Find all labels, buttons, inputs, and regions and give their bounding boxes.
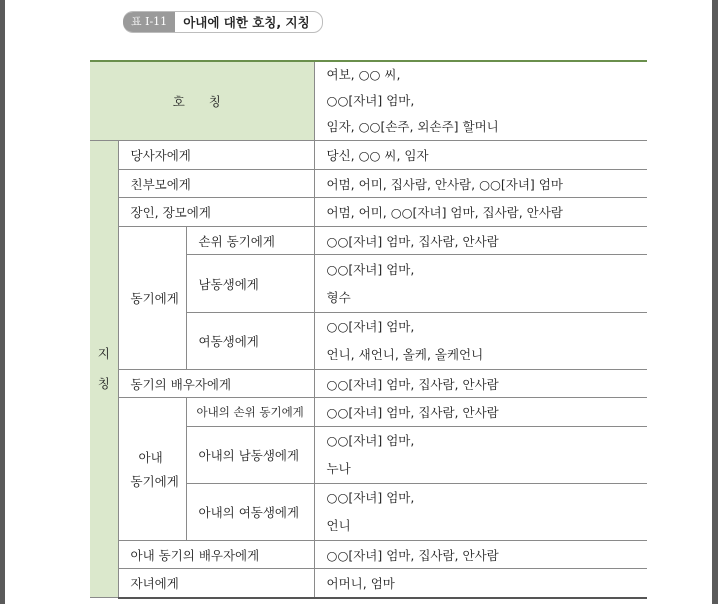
row-label: 손위 동기에게 xyxy=(186,227,314,255)
row-label: 아내의 손위 동기에게 xyxy=(186,398,314,427)
table-row xyxy=(90,370,647,398)
address-terms-table xyxy=(90,60,647,599)
table-row xyxy=(90,170,647,198)
row-label: 여동생에게 xyxy=(186,313,314,370)
row-value-line: ○○[자녀] 엄마, xyxy=(326,261,415,277)
row-values xyxy=(314,255,647,313)
row-label: 동기의 배우자에게 xyxy=(118,370,314,398)
row-value: ○○[자녀] 엄마, 집사람, 안사람 xyxy=(314,227,647,255)
caption-title: 아내에 대한 호칭, 지칭 xyxy=(183,15,310,30)
row-value: 어멈, 어미, 집사람, 안사람, ○○[자녀] 엄마 xyxy=(314,170,647,198)
row-value-line: 누나 xyxy=(326,461,351,476)
row-value-line: 언니, 새언니, 올케, 올케언니 xyxy=(326,347,484,362)
row-label: 자녀에게 xyxy=(118,569,314,598)
row-value: ○○[자녀] 엄마, 집사람, 안사람 xyxy=(314,370,647,398)
hoching-header: 호 칭 xyxy=(90,61,314,141)
row-value: 당신, ○○ 씨, 임자 xyxy=(314,141,647,170)
row-label: 당사자에게 xyxy=(118,141,314,170)
jiching-label-1: 지 xyxy=(97,346,110,361)
table-caption xyxy=(123,12,323,32)
hoching-values xyxy=(314,61,647,141)
row-label: 아내 동기의 배우자에게 xyxy=(118,541,314,569)
row-value: 어머니, 엄마 xyxy=(314,569,647,598)
jiching-label xyxy=(90,141,118,598)
row-value-line: ○○[자녀] 엄마, xyxy=(326,433,415,448)
row-value-line: 언니 xyxy=(326,518,351,533)
table-row xyxy=(90,398,647,427)
table-row xyxy=(90,227,647,255)
row-label: 남동생에게 xyxy=(186,255,314,313)
row-values xyxy=(314,313,647,370)
row-values xyxy=(314,427,647,484)
row-value: ○○[자녀] 엄마, 집사람, 안사람 xyxy=(314,398,647,427)
document-page xyxy=(5,0,712,604)
row-label: 장인, 장모에게 xyxy=(118,198,314,227)
group-label-line: 동기에게 xyxy=(130,474,179,489)
caption-tag: 표 I-11 xyxy=(123,12,175,32)
row-label: 아내의 여동생에게 xyxy=(186,484,314,541)
hoching-value-1: 여보, ○○ 씨, xyxy=(326,67,401,82)
caption-box xyxy=(123,11,323,33)
hoching-value-3: 임자, ○○[손주, 외손주] 할머니 xyxy=(326,119,499,134)
row-values xyxy=(314,484,647,541)
row-value: ○○[자녀] 엄마, 집사람, 안사람 xyxy=(314,541,647,569)
group-label-line: 아내 xyxy=(138,450,163,465)
hoching-value-2: ○○[자녀] 엄마, xyxy=(326,93,415,108)
row-value: 어멈, 어미, ○○[자녀] 엄마, 집사람, 안사람 xyxy=(314,198,647,227)
table-row xyxy=(90,61,647,141)
group-label-wife-siblings xyxy=(118,398,186,541)
table-row xyxy=(90,541,647,569)
row-label: 아내의 남동생에게 xyxy=(186,427,314,484)
row-value-line: ○○[자녀] 엄마, xyxy=(326,490,415,505)
row-value-line: 형수 xyxy=(326,289,351,305)
jiching-label-2: 칭 xyxy=(97,376,110,391)
table-row xyxy=(90,141,647,170)
table-row xyxy=(90,198,647,227)
row-label: 친부모에게 xyxy=(118,170,314,198)
row-value-line: ○○[자녀] 엄마, xyxy=(326,319,415,334)
group-label-siblings: 동기에게 xyxy=(118,227,186,370)
table-row xyxy=(90,569,647,598)
